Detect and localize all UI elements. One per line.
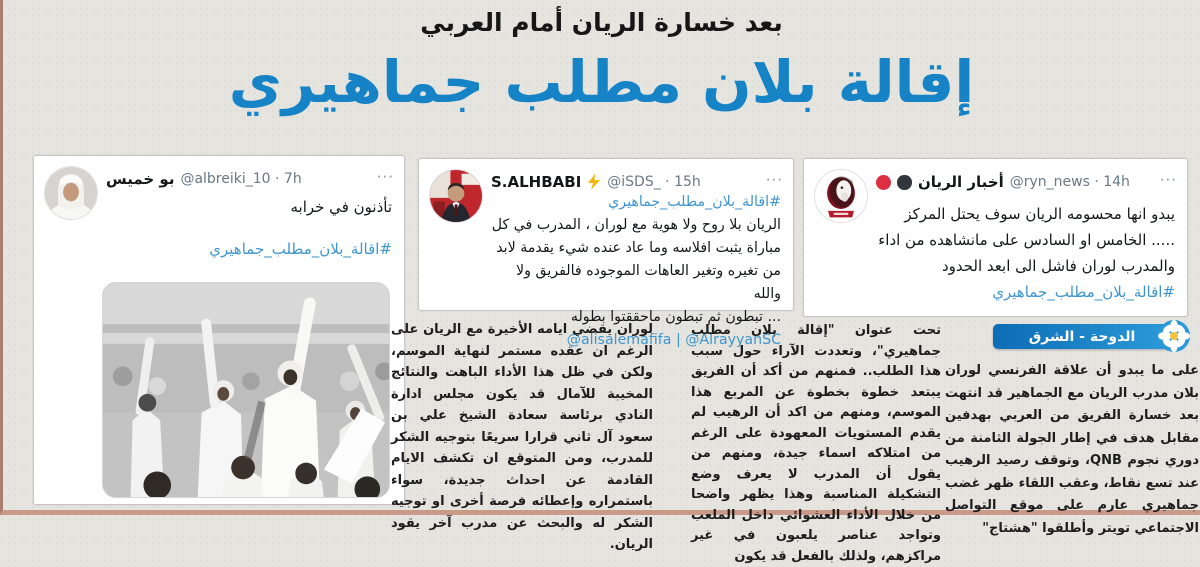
tweet-author-name: S.ALHBABI xyxy=(491,173,582,191)
tweet-body xyxy=(106,194,392,262)
tweet-handle-and-time: @iSDS_ · 15h xyxy=(607,174,701,190)
tweet-card-rayyan-news xyxy=(803,158,1188,317)
dateline-badge: الدوحة - الشرق xyxy=(993,324,1171,349)
article-paragraph: على ما يبدو أن علاقة الفرنسي لوران بلان مدرب الريان مع الجماهير قد انتهت بعد خسارة الفريق من العربي بهدفين مقابل هدف في إطار الجولة الثامنة من دوري نجوم QNB، وتوقف رصيد الرهيب عند تسع نقاط، وعقب اللقاء ظهر غضب جماهيري عارم على موقع التواصل الاجتماعي تويتر وأطلقوا "هشتاج" xyxy=(945,363,1199,536)
tweet-text-line: الريان بلا روح ولا هوية مع لوران ، المدرب في كل xyxy=(491,217,781,233)
tweet-author-name: أخبار الريان xyxy=(918,173,1004,191)
tweet-mentions: @alisalemafifa | @AlrayyanSC xyxy=(566,332,781,348)
main-headline: إقالة بلان مطلب جماهيري xyxy=(228,48,975,116)
tweet-text-line: تأذنون في خرابه xyxy=(290,198,392,216)
article-column-3 xyxy=(391,319,653,556)
tweet-hashtag: #اقالة_بلان_مطلب_جماهيري xyxy=(608,194,781,210)
more-options-icon: ··· xyxy=(765,171,783,189)
tweet-text-line: مباراة يثبت افلاسه وما عاد عنده شيء يقدمة لابد xyxy=(496,240,781,256)
avatar-lion-logo xyxy=(814,169,868,223)
dateline-row xyxy=(945,322,1199,356)
article-paragraph: لوران يقضي ايامه الأخيرة مع الريان على الرغم ان عقده مستمر لنهاية الموسم، ولكن في ظل هذا الأداء الباهت والنتائج المخيبة للآمال قد يكون مجلس ادارة النادي برئاسة سعادة الشيخ علي بن سعود آل ثاني قرارا سريعًا بتوجيه الشكر للمدرب، ومن المتوقع ان تكشف الايام القادمة عن احداث جديدة، سواء باستمراره وإعطائه فرصة أخرى او توجيه الشكر له والبحث عن مدرب آخر يقود الريان. xyxy=(391,322,653,552)
tweet-author-name: بو خميس xyxy=(106,170,175,188)
tweet-card-bu-khamis xyxy=(33,155,405,505)
tweet-handle-and-time: @albreiki_10 · 7h xyxy=(180,171,302,187)
more-options-icon: ··· xyxy=(376,168,394,186)
tweet-body xyxy=(876,201,1175,305)
tweet-card-alhbabi xyxy=(418,158,794,348)
kicker-headline: بعد خسارة الريان أمام العربي xyxy=(420,8,783,37)
tweet-hashtag: #اقالة_بلان_مطلب_جماهيري xyxy=(992,283,1175,301)
tweet-text-line: والمدرب لوران فاشل الى ابعد الحدود xyxy=(941,257,1175,275)
avatar-man-in-suit xyxy=(429,169,483,223)
tweet-photo-crowd-of-fans xyxy=(102,282,390,498)
tweet-meta xyxy=(876,169,1130,191)
more-options-icon: ··· xyxy=(1159,171,1177,189)
tweet-handle-and-time: @ryn_news · 14h xyxy=(1009,174,1130,190)
tweet-hashtag: #اقالة_بلان_مطلب_جماهيري xyxy=(209,240,392,258)
tweet-text-line: يبدو انها محسومه الريان سوف يحتل المركز xyxy=(904,205,1175,223)
black-circle-icon xyxy=(897,175,912,190)
article-column-2 xyxy=(691,321,941,567)
tweet-text-line: ..... الخامس او السادس على مانشاهده من اداء xyxy=(878,231,1175,249)
tweet-meta xyxy=(106,166,302,188)
al-sharq-flower-logo-icon xyxy=(1157,319,1191,353)
tweet-text-line: ... تبطون ثم تبطون ماحققتوا بطوله xyxy=(570,309,781,325)
red-circle-icon xyxy=(876,175,891,190)
article-paragraph: تحت عنوان "إقالة بلان مطلب جماهيري"، وتعددت الآراء حول سبب هذا الطلب.. فمنهم من أكد أن الفريق يبتعد خطوة بخطوة عن المربع هذا الموسم، ومنهم من اكد أن الرهيب لم يقدم المستويات المعهودة على الرغم من امتلاكه اسماء جيدة، ومنهم من يقول أن المدرب لا يعرف وضع التشكيلة المناسبة وهذا يظهر واضحا من خلال الأداء العشوائي داخل الملعب وتواجد عناصر يلعبون في غير مراكزهم، ولذلك بالفعل قد يكون xyxy=(691,323,941,564)
article-column-1 xyxy=(945,322,1199,540)
tweet-meta xyxy=(491,169,701,191)
avatar-man-in-thobe xyxy=(44,166,98,220)
lightning-icon xyxy=(587,174,601,190)
tweet-text-line: من تغيره وتغير العاهات الموجوده فالفريق ولا والله xyxy=(516,263,781,302)
